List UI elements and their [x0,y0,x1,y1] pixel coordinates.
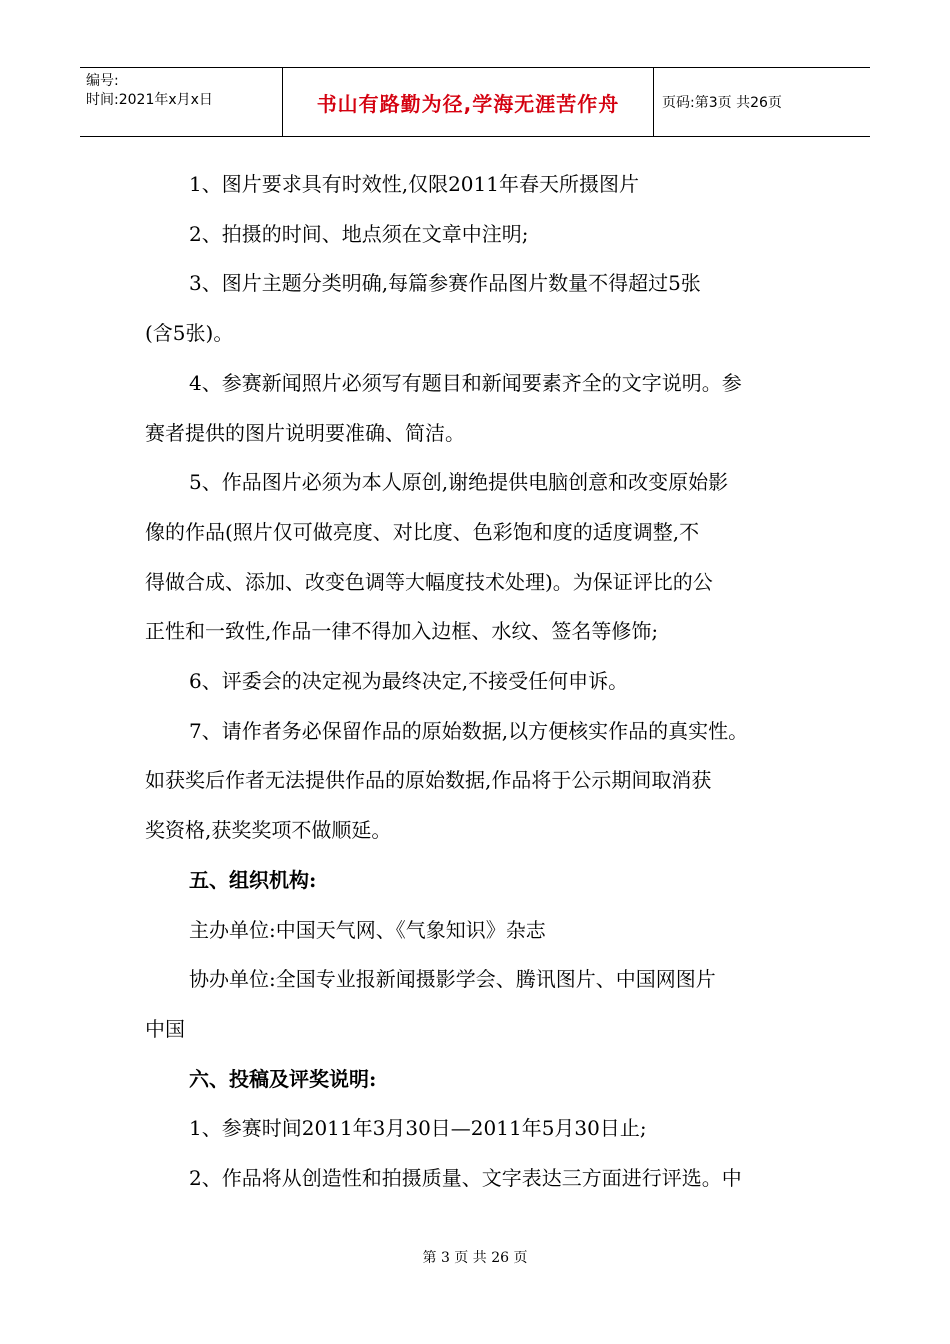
header-page-info: 页码:第3页 共26页 [662,95,782,111]
body-line: 协办单位:全国专业报新闻摄影学会、腾讯图片、中国网图片 [189,967,716,992]
body-line: 主办单位:中国天气网、《气象知识》杂志 [189,917,546,942]
header-motto: 书山有路勤为径,学海无涯苦作舟 [316,91,620,116]
document-body [145,160,825,1204]
body-line: 奖资格,获奖奖项不做顺延。 [145,818,392,843]
body-line: 2、作品将从创造性和拍摄质量、文字表达三方面进行评选。中 [189,1166,742,1191]
header-page-info-cell [654,68,870,136]
page-footer: 第 3 页 共 26 页 [422,1250,528,1266]
body-line: 7、请作者务必保留作品的原始数据,以方便核实作品的真实性。 [189,718,749,743]
body-line: 中国 [145,1016,185,1041]
body-line: 4、参赛新闻照片必须写有题目和新闻要素齐全的文字说明。参 [189,370,742,395]
section-heading-organization: 五、组织机构: [189,867,317,892]
document-number-label: 编号: [86,73,119,89]
body-line: 赛者提供的图片说明要准确、简洁。 [145,420,465,445]
body-line: 1、参赛时间2011年3月30日—2011年5月30日止; [189,1116,647,1141]
body-line: 6、评委会的决定视为最终决定,不接受任何申诉。 [189,669,629,694]
header-meta [80,68,282,136]
body-line: 正性和一致性,作品一律不得加入边框、水纹、签名等修饰; [145,619,659,644]
body-line: 5、作品图片必须为本人原创,谢绝提供电脑创意和改变原始影 [189,470,729,495]
document-header [80,67,870,137]
header-motto-cell [282,68,654,136]
body-line: 3、图片主题分类明确,每篇参赛作品图片数量不得超过5张 [189,271,701,296]
document-date-label: 时间:2021年x月x日 [86,92,213,108]
body-line: 如获奖后作者无法提供作品的原始数据,作品将于公示期间取消获 [145,768,712,793]
section-heading-submission: 六、投稿及评奖说明: [189,1066,377,1091]
body-line: (含5张)。 [145,321,234,346]
body-line: 2、拍摄的时间、地点须在文章中注明; [189,221,529,246]
body-line: 得做合成、添加、改变色调等大幅度技术处理)。为保证评比的公 [145,569,713,594]
body-line: 像的作品(照片仅可做亮度、对比度、色彩饱和度的适度调整,不 [145,519,700,544]
body-line: 1、图片要求具有时效性,仅限2011年春天所摄图片 [189,172,639,196]
